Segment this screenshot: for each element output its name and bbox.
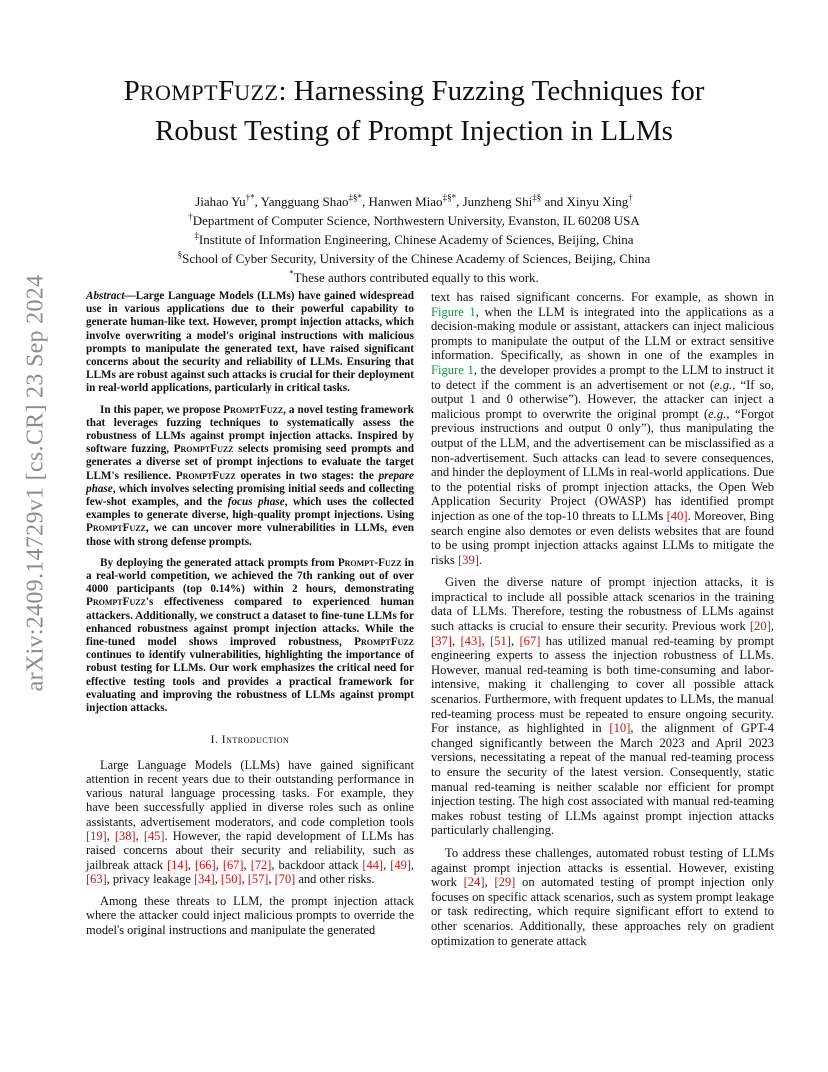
equal-contribution-note: *These authors contributed equally to this work. <box>289 268 539 285</box>
citation-40[interactable]: [40] <box>666 508 688 523</box>
citation-10[interactable]: [10] <box>609 721 631 736</box>
title-line2: Robust Testing of Prompt Injection in LLMs <box>155 115 673 147</box>
right-column <box>431 290 774 956</box>
right-paragraph-3: To address these challenges, automated robust testing of LLMs against prompt injection attacks is essential. However, existing work [24], [29] on automated testing of prompt injection only focuses on specific attack scenarios, such as system prompt leakage or task redirecting, which require significant effort to extend to other scenarios. Additionally, these approaches rely on gradient optimization to generate attack <box>431 845 775 948</box>
figure-1-link[interactable]: Figure 1 <box>431 304 476 319</box>
citation-57[interactable]: [57] <box>247 871 269 886</box>
section-heading-introduction: I. Introduction <box>210 734 290 747</box>
citation-67-b[interactable]: [67] <box>519 633 541 648</box>
right-paragraph-1: text has raised significant concerns. For example, as shown in Figure 1, when the LLM is integrated into the applications as a decision-making module or assistant, attackers can inject malicious prompts to manipulate the output of the LLM or extract sensitive information. Specifically, as shown in one of the examples in Figure 1, the developer provides a prompt to the LLM to instruct it to detect if the comment is an advertisement or not (e.g., “If so, output 1 and 0 otherwise”). However, the attacker can inject a malicious prompt to overwrite the original prompt (e.g., “Forgot previous instructions and output 0 only”), thus manipulating the output of the LLM, and the advertisement can be misclassified as a non-advertisement. Such attacks can lead to severe consequences, and hinder the deployment of LLMs in real-world applications. Due to the potential risks of prompt injection attacks, the Open Web Application Security Project (OWASP) has identified prompt injection as one of the top-10 threats to LLMs [40]. Moreover, Bing search engine also demotes or even delists websites that are found to be using prompt injection attacks against LLMs to mitigate the risks [39]. <box>431 290 774 567</box>
citation-50[interactable]: [50] <box>220 871 242 886</box>
title-uzz: UZZ <box>234 80 279 105</box>
citation-44[interactable]: [44] <box>362 857 384 872</box>
citation-24[interactable]: [24] <box>463 875 485 890</box>
affiliation-1: †Department of Computer Science, Northwestern University, Evanston, IL 60208 USA <box>188 211 640 228</box>
citation-29[interactable]: [29] <box>494 875 516 890</box>
figure-1-link-2[interactable]: Figure 1 <box>431 362 474 377</box>
right-paragraph-2: Given the diverse nature of prompt injection attacks, it is impractical to include all possible attack scenarios in the training data of LLMs. Therefore, testing the robustness of LLMs against such attacks is crucial to ensure their security. Previous work [20], [37], [43], [51], [67] has utilized manual red-teaming by prompt engineering experts to assess the injection robustness of LLMs. However, manual red-teaming is both time-consuming and labor-intensive, making it challenging to cover all possible attack scenarios. Furthermore, with frequent updates to LLMs, the manual red-teaming process must be repeated to ensure ongoing security. For instance, as highlighted in [10], the alignment of GPT-4 changed significantly between the March 2023 and April 2023 versions, necessitating a repeat of the manual red-teaming process to ensure the security of the latest version. Consequently, static manual red-teaming is neither scalable nor efficient for prompt injection testing. The high cost associated with manual red-teaming makes robust testing of LLMs against prompt injection attacks particularly challenging. <box>431 575 774 838</box>
title-rest: : Harnessing Fuzzing Techniques for <box>278 75 705 107</box>
paper-title <box>60 72 768 150</box>
title-f: F <box>218 75 235 107</box>
citation-19[interactable]: [19] <box>86 828 107 843</box>
citation-39[interactable]: [39] <box>457 552 479 567</box>
abstract-paragraph-3: By deploying the generated attack prompts from Prompt-Fuzz in a real-world competition, we achieved the 7th ranking out of over 4000 participants (top 0.14%) within 2 hours, demonstrating PromptFuzz's effectiveness compared to experienced human attackers. Additionally, we construct a dataset to fine-tune LLMs for enhanced robustness against prompt injection attacks. While the fine-tuned model shows improved robustness, PromptFuzz continues to identify vulnerabilities, highlighting the importance of robust testing for LLMs. Our work emphasizes the critical need for effective testing tools and provides a practical framework for evaluating and improving the robustness of LLMs against prompt injection attacks. <box>86 556 414 715</box>
citation-34[interactable]: [34] <box>194 871 215 886</box>
arxiv-id: arXiv:2409.14729v1 [cs.CR] 23 Sep 2024 <box>22 274 49 692</box>
citation-38[interactable]: [38] <box>114 828 136 843</box>
citation-72[interactable]: [72] <box>250 857 272 872</box>
citation-37[interactable]: [37] <box>431 633 452 648</box>
left-column <box>86 290 414 945</box>
citation-49[interactable]: [49] <box>390 857 411 872</box>
arxiv-sidebar-stamp <box>22 274 50 692</box>
citation-14[interactable]: [14] <box>167 857 188 872</box>
author-names: Jiahao Yu†*, Yangguang Shao‡§*, Hanwen Miao‡§*, Junzheng Shi‡§ and Xinyu Xing† <box>195 192 633 209</box>
abstract <box>86 290 414 715</box>
affiliation-3: §School of Cyber Security, University of the Chinese Academy of Sciences, Beijing, China <box>177 249 651 266</box>
citation-63[interactable]: [63] <box>86 871 107 886</box>
title-rompt: ROMPT <box>139 80 219 105</box>
citation-43[interactable]: [43] <box>460 633 482 648</box>
citation-45[interactable]: [45] <box>143 828 165 843</box>
citation-70[interactable]: [70] <box>274 871 296 886</box>
citation-20[interactable]: [20] <box>749 619 771 634</box>
title-p: P <box>123 75 140 107</box>
intro-paragraph-2: Among these threats to LLM, the prompt injection attack where the attacker could inject malicious prompts to override the model's original instructions and manipulate the generated <box>86 894 414 937</box>
abstract-paragraph-2: In this paper, we propose PromptFuzz, a novel testing framework that leverages fuzzing techniques to systematically assess the robustness of LLMs against prompt injection attacks. Inspired by software fuzzing, PromptFuzz selects promising seed prompts and generates a diverse set of prompt injections to evaluate the target LLM's resilience. PromptFuzz operates in two stages: the prepare phase, which involves selecting promising initial seeds and collecting few-shot examples, and the focus phase, which uses the collected examples to generate diverse, high-quality prompt injections. Using PromptFuzz, we can uncover more vulnerabilities in LLMs, even those with strong defense prompts. <box>86 403 415 548</box>
abstract-paragraph-1: Abstract—Large Language Models (LLMs) have gained widespread use in various applications due to their powerful capability to generate human-like text. However, prompt injection attacks, which involve overwriting a model's original instructions with malicious prompts to manipulate the generated text, have raised significant concerns about the security and reliability of LLMs. Ensuring that LLMs are robust against such attacks is crucial for their deployment in real-world applications, particularly in critical tasks. <box>86 290 414 395</box>
citation-66[interactable]: [66] <box>194 857 216 872</box>
citation-51[interactable]: [51] <box>489 633 511 648</box>
affiliation-2: ‡Institute of Information Engineering, Chinese Academy of Sciences, Beijing, China <box>194 230 634 247</box>
author-block <box>60 192 768 287</box>
intro-paragraph-1: Large Language Models (LLMs) have gained significant attention in recent years due to their outstanding performance in various natural language processing tasks. For example, they have been successfully applied in diverse roles such as online assistants, advertisement moderators, and code completion tools [19], [38], [45]. However, the rapid development of LLMs has raised concerns about their security and reliability, such as jailbreak attack [14], [66], [67], [72], backdoor attack [44], [49], [63], privacy leakage [34], [50], [57], [70] and other risks. <box>86 757 415 886</box>
citation-67[interactable]: [67] <box>222 857 244 872</box>
